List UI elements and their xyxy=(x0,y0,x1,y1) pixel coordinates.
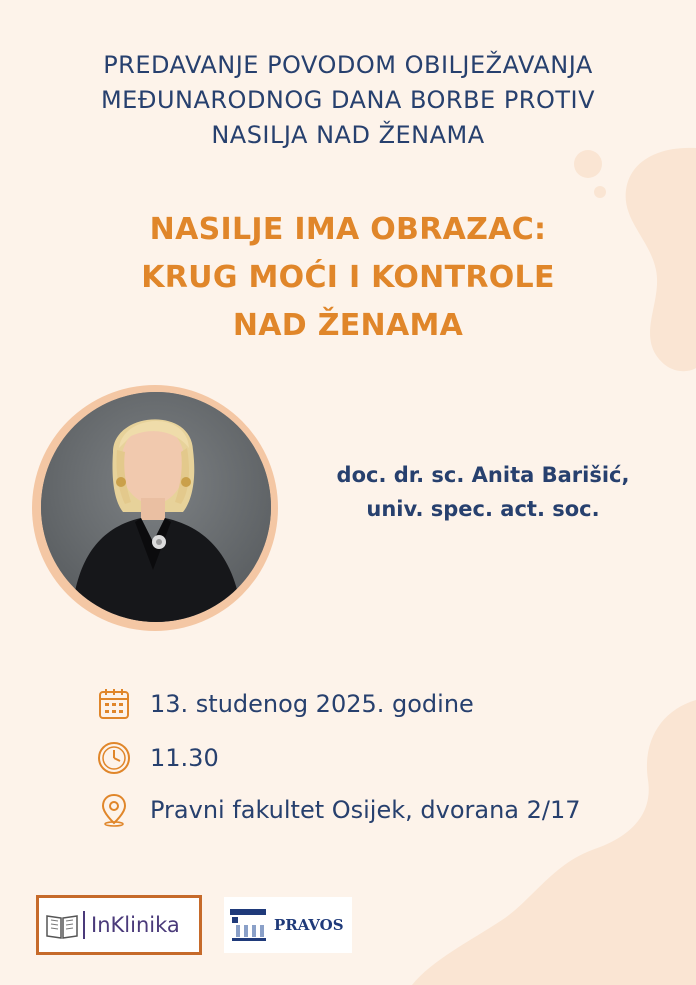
calendar-icon xyxy=(96,686,132,722)
location-pin-icon xyxy=(96,792,132,828)
speaker-name xyxy=(298,458,668,526)
decorative-blob-bottom-right xyxy=(372,700,696,985)
clock-icon xyxy=(96,740,132,776)
event-location: Pravni fakultet Osijek, dvorana 2/17 xyxy=(150,796,581,824)
title-line-1: NASILJE IMA OBRAZAC: xyxy=(149,212,547,247)
speaker-name-line: doc. dr. sc. Anita Barišić, xyxy=(336,463,630,487)
title-line-2: KRUG MOĆI I KONTROLE xyxy=(141,260,555,295)
logo-separator xyxy=(83,911,85,939)
event-location-row xyxy=(96,790,581,830)
event-date: 13. studenog 2025. godine xyxy=(150,690,474,718)
event-time-row xyxy=(96,738,219,778)
event-subtitle xyxy=(0,48,696,153)
subtitle-line-1: PREDAVANJE POVODOM OBILJEŽAVANJA xyxy=(103,51,593,79)
inklinika-logo-text: InKlinika xyxy=(91,913,180,937)
subtitle-line-2: MEĐUNARODNOG DANA BORBE PROTIV xyxy=(100,86,596,114)
speaker-portrait-illustration xyxy=(41,392,271,622)
inklinika-logo xyxy=(36,895,202,955)
speaker-title-line: univ. spec. act. soc. xyxy=(366,497,600,521)
title-line-3: NAD ŽENAMA xyxy=(232,308,464,343)
pravos-logo-text: PRAVOS xyxy=(274,916,344,934)
subtitle-line-3: NASILJA NAD ŽENAMA xyxy=(211,121,485,149)
speaker-photo xyxy=(41,392,271,622)
event-date-row xyxy=(96,684,474,724)
event-title xyxy=(0,206,696,350)
courthouse-icon xyxy=(228,907,268,943)
pravos-logo xyxy=(224,897,352,953)
book-icon xyxy=(45,910,79,940)
event-time: 11.30 xyxy=(150,744,219,772)
